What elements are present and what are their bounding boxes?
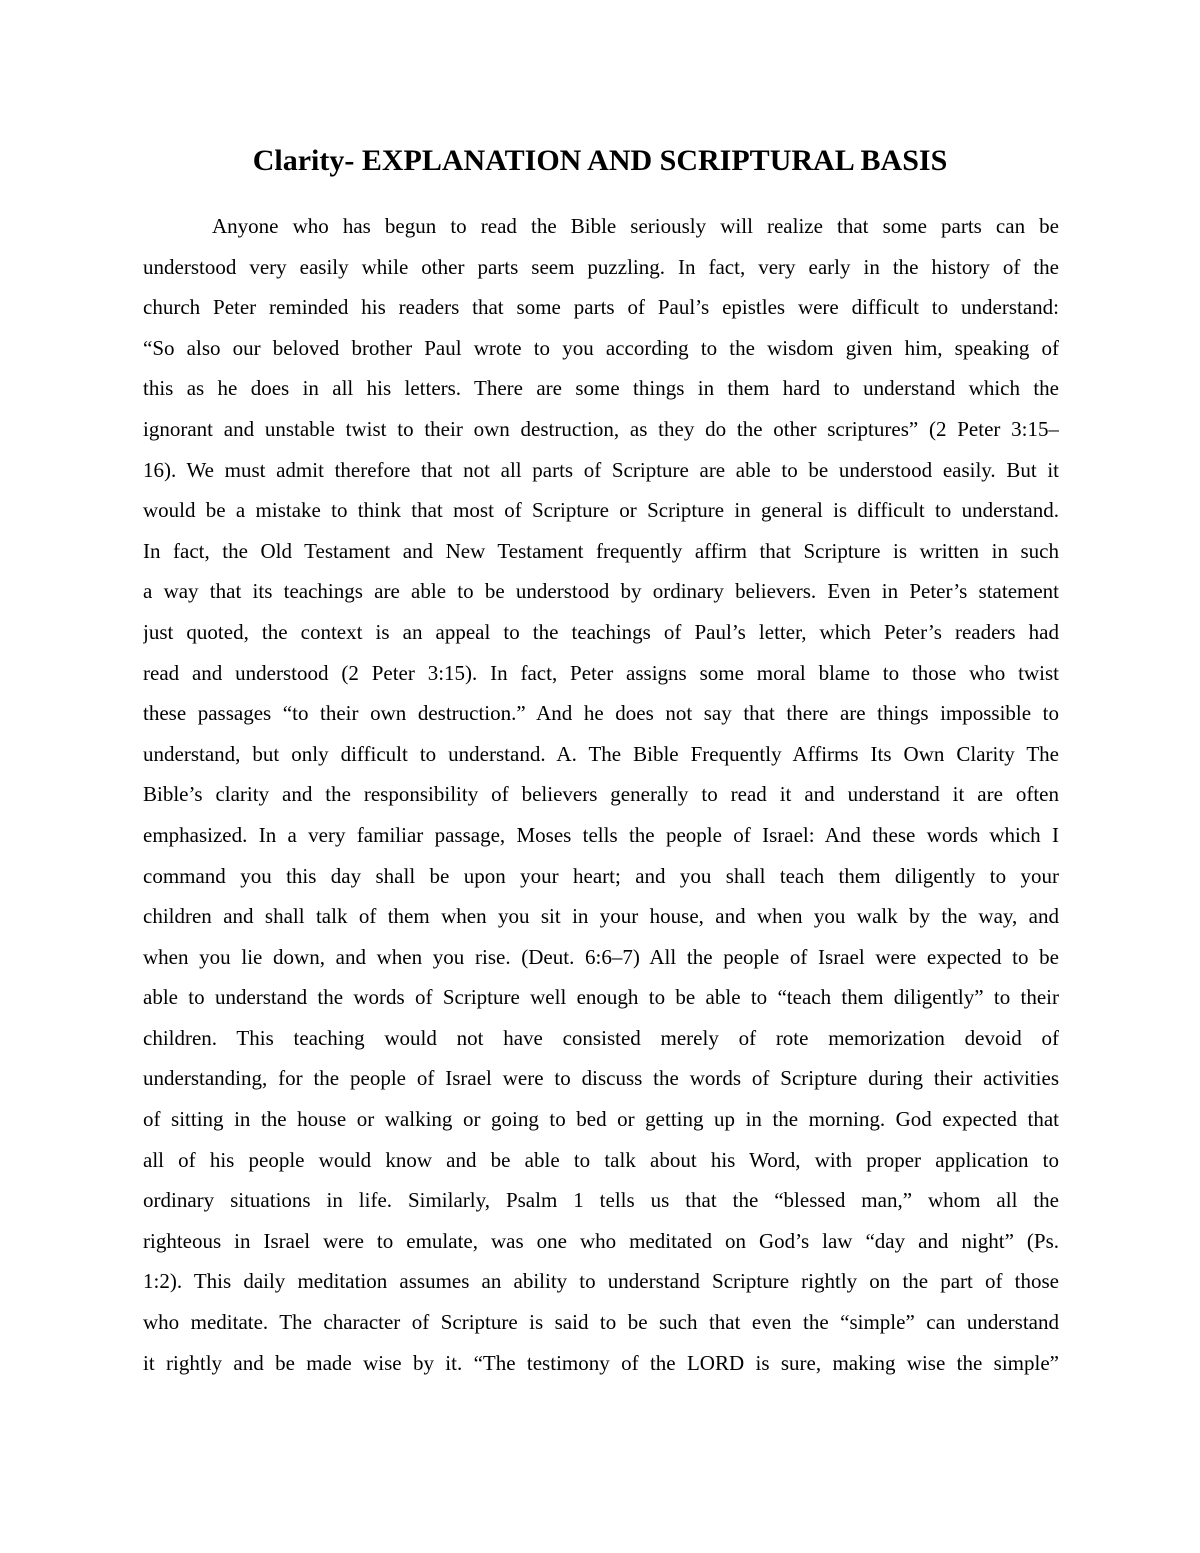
body-line: understood very easily while other parts seem puzzling. In fact, very early in the history of the xyxy=(143,254,1059,279)
body-line: these passages “to their own destruction.” And he does not say that there are things impossible to xyxy=(143,701,1059,726)
body-line: ordinary situations in life. Similarly, Psalm 1 tells us that the “blessed man,” whom all the xyxy=(143,1188,1059,1213)
body-line: understand, but only difficult to understand. A. The Bible Frequently Affirms Its Own Clarity The xyxy=(143,741,1059,766)
body-line: “So also our beloved brother Paul wrote to you according to the wisdom given him, speaking of xyxy=(143,335,1059,360)
body-line: In fact, the Old Testament and New Testament frequently affirm that Scripture is written in such xyxy=(143,538,1059,563)
body-line: it rightly and be made wise by it. “The testimony of the LORD is sure, making wise the simple” xyxy=(143,1350,1059,1375)
body-line: understanding, for the people of Israel were to discuss the words of Scripture during their activities xyxy=(143,1066,1059,1091)
body-line: church Peter reminded his readers that some parts of Paul’s epistles were difficult to understand: xyxy=(143,295,1059,320)
body-line: 16). We must admit therefore that not all parts of Scripture are able to be understood easily. But it xyxy=(143,457,1059,482)
body-line: command you this day shall be upon your heart; and you shall teach them diligently to your xyxy=(143,863,1059,888)
body-line: emphasized. In a very familiar passage, Moses tells the people of Israel: And these words which I xyxy=(143,822,1059,847)
body-line: ignorant and unstable twist to their own destruction, as they do the other scriptures” (2 Peter 3:15– xyxy=(143,416,1059,441)
body-line: just quoted, the context is an appeal to the teachings of Paul’s letter, which Peter’s readers had xyxy=(143,619,1059,644)
body-line: righteous in Israel were to emulate, was one who meditated on God’s law “day and night” (Ps. xyxy=(143,1228,1059,1253)
body-line: 1:2). This daily meditation assumes an ability to understand Scripture rightly on the part of those xyxy=(143,1269,1059,1294)
body-line: able to understand the words of Scripture well enough to be able to “teach them diligently” to their xyxy=(143,985,1059,1010)
body-line: children and shall talk of them when you sit in your house, and when you walk by the way, and xyxy=(143,904,1059,929)
body-line: this as he does in all his letters. There are some things in them hard to understand which the xyxy=(143,376,1059,401)
document-title: Clarity- EXPLANATION AND SCRIPTURAL BASIS xyxy=(252,144,948,177)
document-body xyxy=(143,206,1059,1383)
body-line: a way that its teachings are able to be understood by ordinary believers. Even in Peter’s statement xyxy=(143,579,1059,604)
body-line: read and understood (2 Peter 3:15). In fact, Peter assigns some moral blame to those who twist xyxy=(143,660,1059,685)
body-line: children. This teaching would not have consisted merely of rote memorization devoid of xyxy=(143,1025,1059,1050)
body-line: who meditate. The character of Scripture is said to be such that even the “simple” can understand xyxy=(143,1310,1059,1335)
body-line: when you lie down, and when you rise. (Deut. 6:6–7) All the people of Israel were expected to be xyxy=(143,944,1059,969)
body-line: Anyone who has begun to read the Bible seriously will realize that some parts can be xyxy=(212,214,1059,238)
body-line: all of his people would know and be able to talk about his Word, with proper application to xyxy=(143,1147,1059,1172)
body-line: Bible’s clarity and the responsibility of believers generally to read it and understand it are often xyxy=(143,782,1059,807)
body-line: would be a mistake to think that most of Scripture or Scripture in general is difficult to understand. xyxy=(143,498,1059,523)
body-line: of sitting in the house or walking or going to bed or getting up in the morning. God expected that xyxy=(143,1107,1059,1132)
